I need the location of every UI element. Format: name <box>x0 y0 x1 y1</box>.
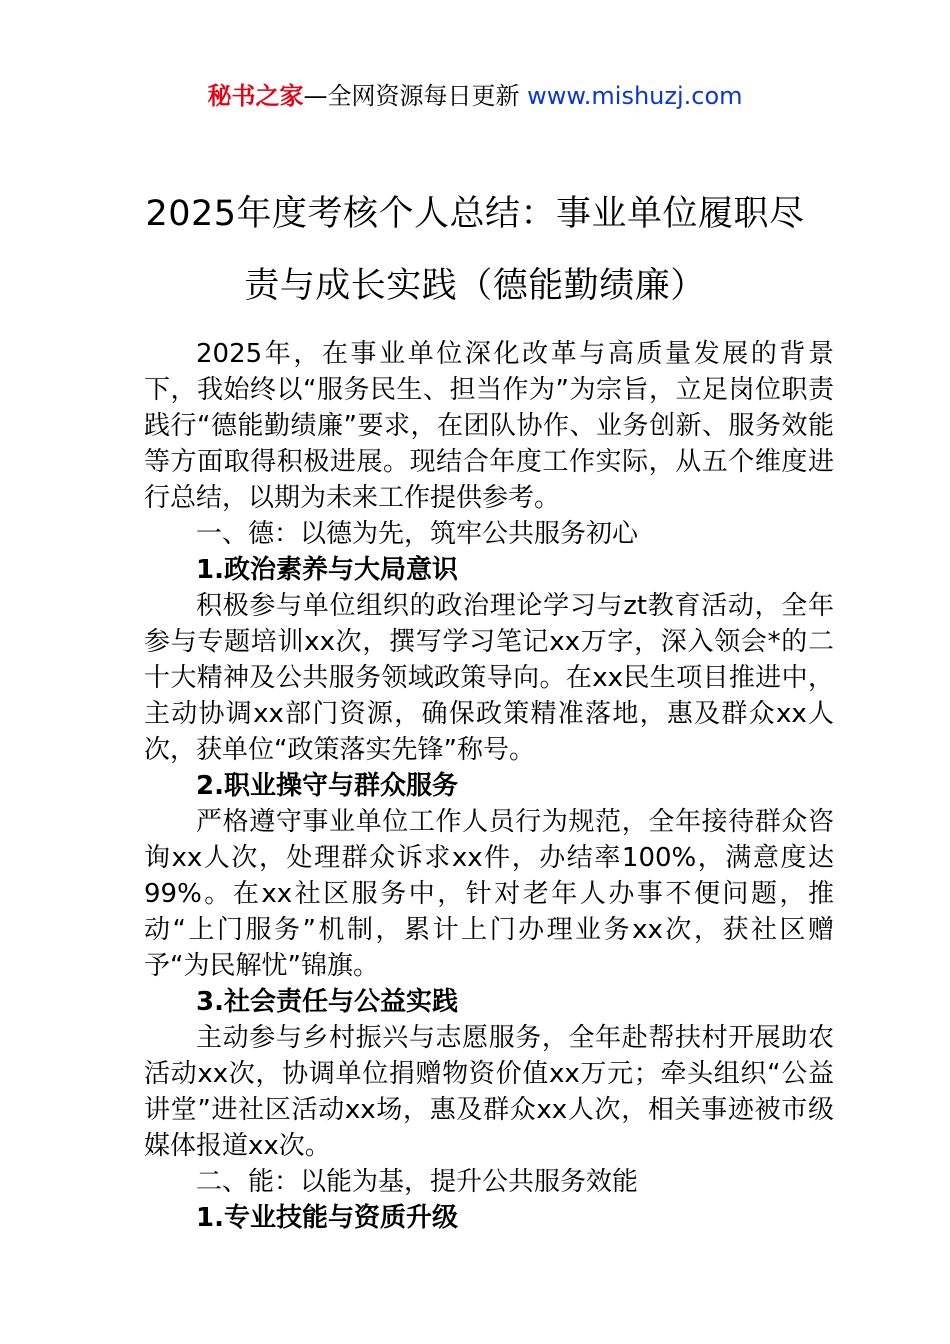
title-line-1: 2025年度考核个人总结：事业单位履职尽 <box>145 194 805 234</box>
section-2-heading: 二、能：以能为基，提升公共服务效能 <box>196 1167 639 1197</box>
section-1-sub-1-text: 积极参与单位组织的政治理论学习与zt教育活动，全年参与专题培训xx次，撰写学习笔记xx万字，深入领会*的二十大精神及公共服务领域政策导向。在xx民生项目推进中，主动协调xx部门资源，确保政策精准落地，惠及群众xx人次，获单位“政策落实先锋”称号。 <box>144 591 834 765</box>
document-body <box>144 336 834 1236</box>
site-header <box>0 80 950 112</box>
section-1-sub-2-title: 2.职业操守与群众服务 <box>196 771 458 801</box>
brand-name: 秘书之家 <box>207 82 304 110</box>
section-2-sub-1-title: 1.专业技能与资质升级 <box>196 1203 458 1233</box>
section-1-heading: 一、德：以德为先，筑牢公共服务初心 <box>196 519 639 549</box>
intro-paragraph: 2025年，在事业单位深化改革与高质量发展的背景下，我始终以“服务民生、担当作为”为宗旨，立足岗位职责践行“德能勤绩廉”要求，在团队协作、业务创新、服务效能等方面取得积极进展。现结合年度工作实际，从五个维度进行总结，以期为未来工作提供参考。 <box>144 339 834 513</box>
title-line-2: 责与成长实践（德能勤绩廉） <box>244 266 706 306</box>
header-tagline: —全网资源每日更新 <box>303 82 528 110</box>
section-1-sub-2-text: 严格遵守事业单位工作人员行为规范，全年接待群众咨询xx人次，处理群众诉求xx件，办结率100%，满意度达99%。在xx社区服务中，针对老年人办事不便问题，推动“上门服务”机制，累计上门办理业务xx次，获社区赠予“为民解忧”锦旗。 <box>144 807 834 981</box>
section-1-sub-3-text: 主动参与乡村振兴与志愿服务，全年赴帮扶村开展助农活动xx次，协调单位捐赠物资价值xx万元；牵头组织“公益讲堂”进社区活动xx场，惠及群众xx人次，相关事迹被市级媒体报道xx次。 <box>144 1023 834 1161</box>
document-title <box>100 178 850 322</box>
section-1-sub-1-title: 1.政治素养与大局意识 <box>196 555 458 585</box>
site-url-link[interactable]: www.mishuzj.com <box>527 82 743 110</box>
section-1-sub-3-title: 3.社会责任与公益实践 <box>196 987 458 1017</box>
